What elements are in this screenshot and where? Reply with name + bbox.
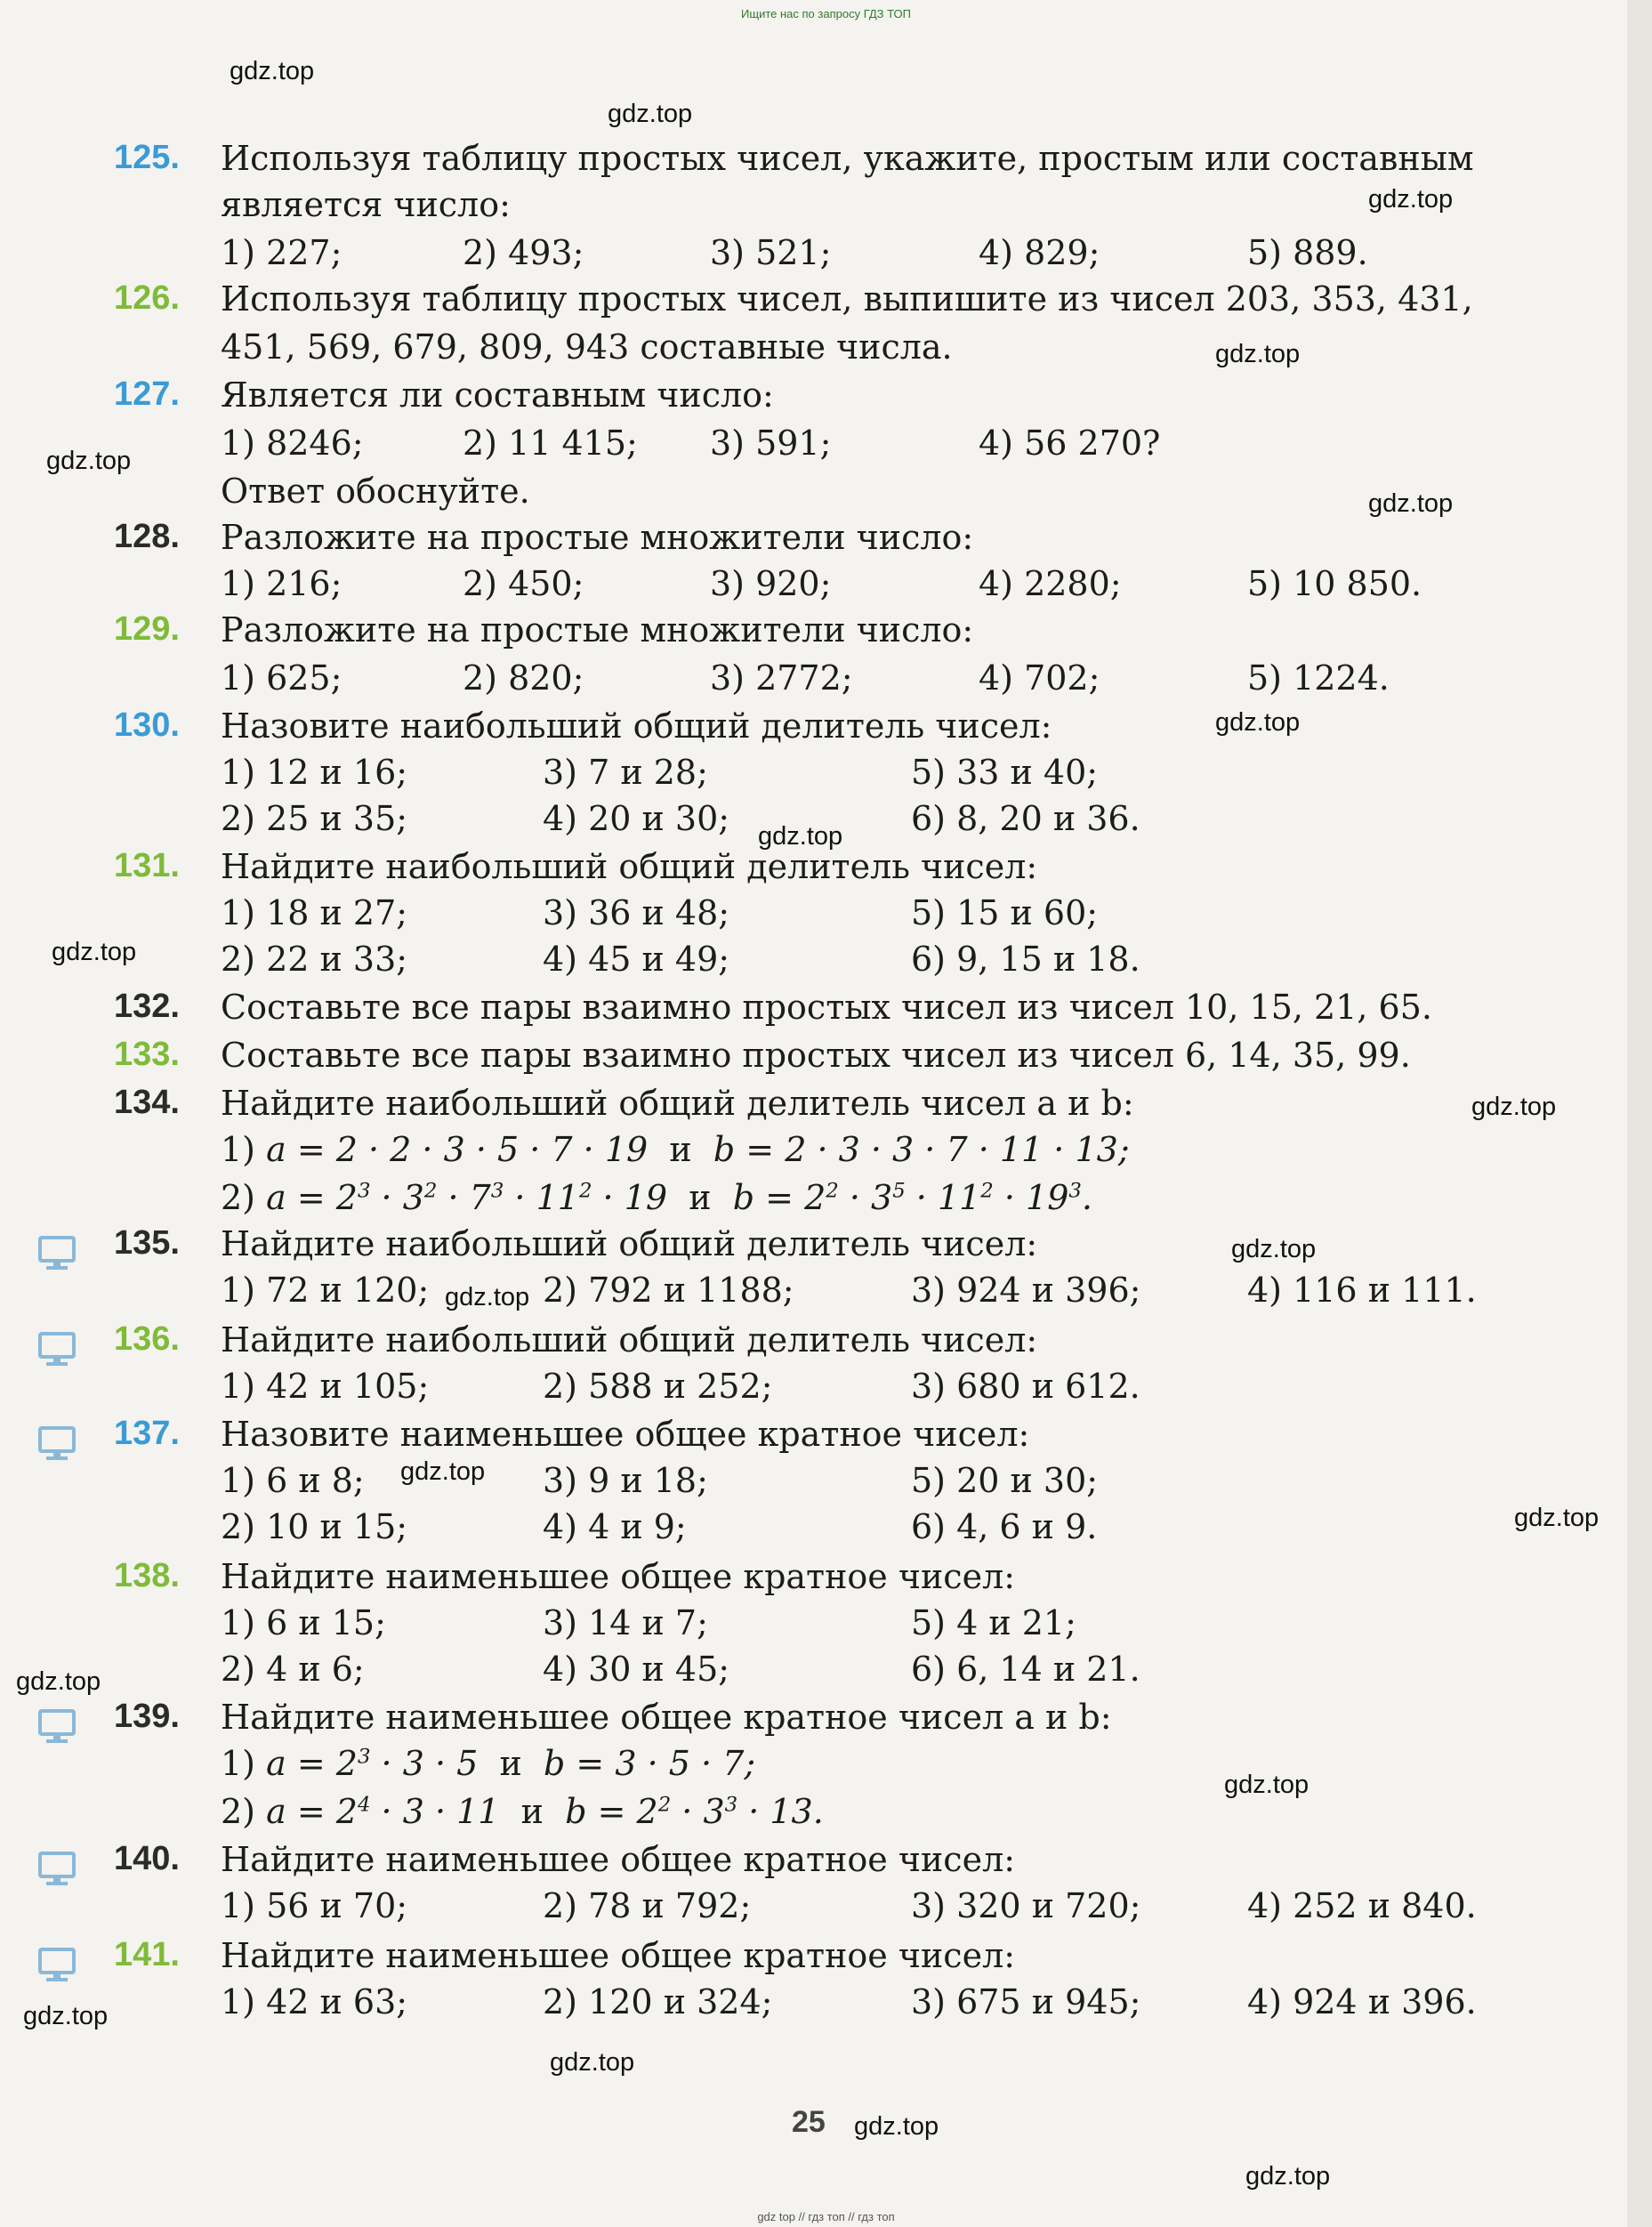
problem-text: Составьте все пары взаимно простых чисел из чисел 6, 14, 35, 99. bbox=[221, 1036, 1411, 1075]
option: 2) 820; bbox=[463, 658, 584, 698]
formula-b: b = 3 · 5 · 7; bbox=[544, 1744, 756, 1783]
problem-number: 128. bbox=[114, 518, 180, 555]
watermark: gdz.top bbox=[16, 1667, 101, 1696]
problem-number: 134. bbox=[114, 1084, 180, 1121]
formula-label: 2) bbox=[221, 1178, 256, 1217]
problem-text: Является ли составным число: bbox=[221, 375, 774, 415]
problem-number: 133. bbox=[114, 1036, 180, 1073]
option: 5) 33 и 40; bbox=[911, 753, 1099, 792]
problem-number: 126. bbox=[114, 279, 180, 317]
watermark: gdz.top bbox=[1368, 489, 1454, 518]
problem-text: Назовите наибольший общий делитель чисел: bbox=[221, 706, 1052, 746]
formula-a: $a = 2^4 \cdot 3 \cdot 11$ bbox=[266, 1792, 500, 1831]
watermark: gdz.top bbox=[46, 447, 132, 475]
computer-icon bbox=[37, 1235, 77, 1271]
option: 2) 22 и 33; bbox=[221, 940, 408, 979]
option: 2) 450; bbox=[463, 564, 584, 603]
formula-line bbox=[221, 1744, 755, 1783]
option: 1) 56 и 70; bbox=[221, 1886, 408, 1925]
option: 4) 30 и 45; bbox=[543, 1650, 730, 1689]
problem-text: Разложите на простые множители число: bbox=[221, 610, 974, 650]
formula-and: и bbox=[520, 1792, 544, 1831]
option: 1) 18 и 27; bbox=[221, 893, 408, 932]
computer-icon bbox=[37, 1708, 77, 1744]
problem-text: Найдите наибольший общий делитель чисел: bbox=[221, 847, 1038, 886]
problem-text: Найдите наибольший общий делитель чисел: bbox=[221, 1320, 1038, 1360]
option: 2) 588 и 252; bbox=[543, 1367, 773, 1406]
option: 2) 10 и 15; bbox=[221, 1507, 408, 1546]
option: 1) 72 и 120; bbox=[221, 1271, 430, 1310]
formula-line bbox=[221, 1792, 824, 1831]
option: 4) 116 и 111. bbox=[1247, 1271, 1477, 1310]
option: 2) 493; bbox=[463, 233, 584, 272]
option: 5) 10 850. bbox=[1247, 564, 1422, 603]
problem-number: 136. bbox=[114, 1320, 180, 1358]
option: 3) 36 и 48; bbox=[543, 893, 730, 932]
bottom-banner: gdz top // гдз топ // гдз топ bbox=[757, 2210, 895, 2223]
watermark: gdz.top bbox=[1215, 708, 1301, 737]
option: 3) 14 и 7; bbox=[543, 1603, 708, 1642]
top-banner: Ищите нас по запросу ГДЗ ТОП bbox=[741, 7, 911, 20]
option: 4) 829; bbox=[979, 233, 1100, 272]
option: 4) 2280; bbox=[979, 564, 1122, 603]
option: 6) 9, 15 и 18. bbox=[911, 940, 1140, 979]
problem-text: Найдите наибольший общий делитель чисел: bbox=[221, 1224, 1038, 1263]
watermark: gdz.top bbox=[1231, 1235, 1317, 1263]
option: 4) 252 и 840. bbox=[1247, 1886, 1477, 1925]
option: 1) 227; bbox=[221, 233, 342, 272]
computer-icon bbox=[37, 1331, 77, 1367]
watermark: gdz.top bbox=[230, 57, 315, 85]
problem-text: Используя таблицу простых чисел, выпишите из чисел 203, 353, 431, bbox=[221, 279, 1473, 319]
problem-text: Разложите на простые множители число: bbox=[221, 518, 974, 557]
option: 3) 680 и 612. bbox=[911, 1367, 1140, 1406]
watermark: gdz.top bbox=[400, 1457, 486, 1486]
problem-number: 125. bbox=[114, 139, 180, 176]
option: 1) 6 и 8; bbox=[221, 1461, 365, 1500]
option: 3) 2772; bbox=[710, 658, 853, 698]
problem-number: 141. bbox=[114, 1936, 180, 1973]
problem-number: 132. bbox=[114, 988, 180, 1025]
problem-text: Найдите наименьшее общее кратное чисел: bbox=[221, 1840, 1016, 1879]
option: 3) 521; bbox=[710, 233, 832, 272]
option: 1) 42 и 105; bbox=[221, 1367, 430, 1406]
watermark: gdz.top bbox=[1224, 1771, 1310, 1799]
option: 2) 792 и 1188; bbox=[543, 1271, 794, 1310]
watermark: gdz.top bbox=[1368, 185, 1454, 214]
option: 3) 591; bbox=[710, 424, 832, 463]
problem-text: Составьте все пары взаимно простых чисел из чисел 10, 15, 21, 65. bbox=[221, 988, 1432, 1027]
problem-text: Найдите наименьшее общее кратное чисел: bbox=[221, 1936, 1016, 1975]
option: 1) 216; bbox=[221, 564, 342, 603]
computer-icon bbox=[37, 1947, 77, 1982]
computer-icon bbox=[37, 1851, 77, 1886]
option: 5) 15 и 60; bbox=[911, 893, 1099, 932]
page-number: 25 bbox=[792, 2105, 826, 2139]
option: 2) 78 и 792; bbox=[543, 1886, 752, 1925]
option: 6) 6, 14 и 21. bbox=[911, 1650, 1140, 1689]
option: 4) 4 и 9; bbox=[543, 1507, 687, 1546]
formula-a: a = 2 · 2 · 3 · 5 · 7 · 19 bbox=[266, 1130, 649, 1169]
watermark: gdz.top bbox=[23, 2002, 109, 2030]
formula-a: $a = 2^3 \cdot 3^2 \cdot 7^3 \cdot 11^2 \cdot 19$ bbox=[266, 1178, 668, 1217]
problem-number: 135. bbox=[114, 1224, 180, 1262]
option: 2) 4 и 6; bbox=[221, 1650, 365, 1689]
option: 1) 8246; bbox=[221, 424, 364, 463]
formula-b: $b = 2^2 \cdot 3^3 \cdot 13$. bbox=[565, 1792, 824, 1831]
formula-b: b = 2 · 3 · 3 · 7 · 11 · 13; bbox=[713, 1130, 1130, 1169]
formula-label: 1) bbox=[221, 1130, 256, 1169]
option: 4) 702; bbox=[979, 658, 1100, 698]
problem-number: 127. bbox=[114, 375, 180, 413]
formula-b: $b = 2^2 \cdot 3^5 \cdot 11^2 \cdot 19^3$. bbox=[732, 1178, 1093, 1217]
watermark: gdz.top bbox=[1471, 1093, 1557, 1121]
formula-and: и bbox=[669, 1130, 692, 1169]
option: 2) 120 и 324; bbox=[543, 1982, 773, 2021]
option: 3) 9 и 18; bbox=[543, 1461, 708, 1500]
option: 3) 7 и 28; bbox=[543, 753, 708, 792]
formula-and: и bbox=[689, 1178, 712, 1217]
option: 1) 12 и 16; bbox=[221, 753, 408, 792]
problem-number: 137. bbox=[114, 1415, 180, 1452]
watermark: gdz.top bbox=[52, 938, 137, 966]
option: 1) 6 и 15; bbox=[221, 1603, 386, 1642]
watermark: gdz.top bbox=[608, 100, 693, 128]
option: 2) 25 и 35; bbox=[221, 799, 408, 838]
problem-text: является число: bbox=[221, 185, 511, 224]
problem-number: 140. bbox=[114, 1840, 180, 1877]
problem-text: Найдите наименьшее общее кратное чисел: bbox=[221, 1557, 1016, 1596]
formula-label: 2) bbox=[221, 1792, 256, 1831]
option: 5) 4 и 21; bbox=[911, 1603, 1076, 1642]
option: 4) 56 270? bbox=[979, 424, 1161, 463]
problem-number: 138. bbox=[114, 1557, 180, 1594]
option: 5) 20 и 30; bbox=[911, 1461, 1099, 1500]
option: 5) 889. bbox=[1247, 233, 1368, 272]
problem-number: 130. bbox=[114, 706, 180, 744]
option: 6) 4, 6 и 9. bbox=[911, 1507, 1098, 1546]
watermark: gdz.top bbox=[445, 1283, 530, 1311]
option: 3) 924 и 396; bbox=[911, 1271, 1141, 1310]
problem-text: Найдите наименьшее общее кратное чисел a и b: bbox=[221, 1698, 1112, 1737]
option: 1) 625; bbox=[221, 658, 342, 698]
watermark: gdz.top bbox=[1215, 340, 1301, 368]
option: 3) 920; bbox=[710, 564, 832, 603]
problem-note: Ответ обоснуйте. bbox=[221, 472, 530, 511]
option: 6) 8, 20 и 36. bbox=[911, 799, 1140, 838]
option: 4) 45 и 49; bbox=[543, 940, 730, 979]
problem-number: 129. bbox=[114, 610, 180, 648]
problem-number: 139. bbox=[114, 1698, 180, 1735]
watermark: gdz.top bbox=[758, 822, 843, 851]
option: 4) 20 и 30; bbox=[543, 799, 730, 838]
option: 2) 11 415; bbox=[463, 424, 638, 463]
watermark: gdz.top bbox=[854, 2112, 939, 2141]
watermark: gdz.top bbox=[550, 2048, 635, 2077]
page-edge bbox=[1627, 0, 1652, 2227]
option: 4) 924 и 396. bbox=[1247, 1982, 1477, 2021]
problem-text: Назовите наименьшее общее кратное чисел: bbox=[221, 1415, 1030, 1454]
option: 3) 675 и 945; bbox=[911, 1982, 1141, 2021]
formula-a: $a = 2^3 \cdot 3 \cdot 5$ bbox=[266, 1744, 479, 1783]
problem-text: 451, 569, 679, 809, 943 составные числа. bbox=[221, 327, 953, 367]
formula-line bbox=[221, 1178, 1092, 1217]
formula-and: и bbox=[499, 1744, 522, 1783]
computer-icon bbox=[37, 1425, 77, 1461]
option: 3) 320 и 720; bbox=[911, 1886, 1141, 1925]
formula-line bbox=[221, 1130, 1130, 1169]
problem-text: Найдите наибольший общий делитель чисел a и b: bbox=[221, 1084, 1134, 1123]
option: 5) 1224. bbox=[1247, 658, 1390, 698]
watermark: gdz.top bbox=[1514, 1504, 1600, 1532]
watermark: gdz.top bbox=[1245, 2162, 1331, 2191]
problem-number: 131. bbox=[114, 847, 180, 884]
formula-label: 1) bbox=[221, 1744, 256, 1783]
option: 1) 42 и 63; bbox=[221, 1982, 408, 2021]
problem-text: Используя таблицу простых чисел, укажите, простым или составным bbox=[221, 139, 1474, 178]
